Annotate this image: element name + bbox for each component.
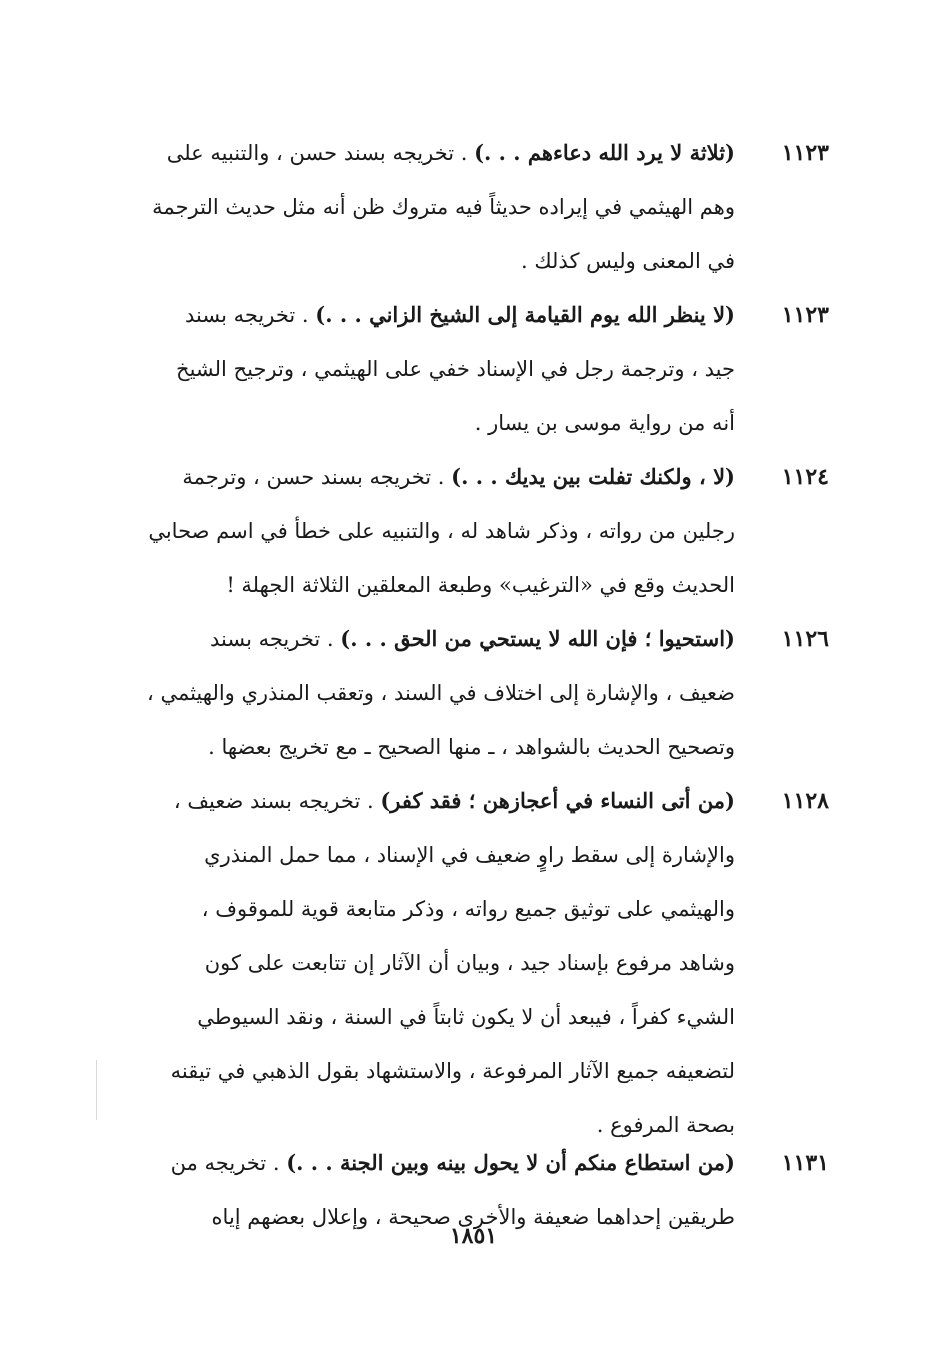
entry-line: [99, 342, 735, 396]
entry-number: ١١٢٣: [781, 140, 829, 166]
entry-text: وهم الهيثمي في إيراده حديثاً فيه متروك ظن أنه مثل حديث الترجمة: [152, 195, 735, 219]
entry-line: [99, 774, 735, 828]
entry: [111, 450, 829, 612]
entry-line: [99, 666, 735, 720]
entry-text: والإشارة إلى سقط راوٍ ضعيف في الإسناد ، مما حمل المنذري: [204, 843, 735, 867]
entry-text: والهيثمي على توثيق جميع رواته ، وذكر متابعة قوية للموقوف ،: [201, 897, 735, 921]
entry-line: [99, 990, 735, 1044]
entry-line: [99, 828, 735, 882]
margin-rule: [96, 1060, 97, 1120]
entry-text: . تخريجه بسند: [184, 303, 316, 327]
entry-number: ١١٣١: [781, 1150, 829, 1176]
hadith-title: (ثلاثة لا يرد الله دعاءهم . . .): [474, 140, 735, 165]
entry-text: وتصحيح الحديث بالشواهد ، ـ منها الصحيح ـ مع تخريج بعضها .: [208, 735, 735, 759]
entry-text: ضعيف ، والإشارة إلى اختلاف في السند ، وتعقب المنذري والهيثمي ،: [147, 681, 735, 705]
entry-text: وشاهد مرفوع بإسناد جيد ، وبيان أن الآثار إن تتابعت على كون: [204, 951, 735, 975]
entry-line: [99, 1136, 735, 1190]
entry-line: [99, 234, 735, 288]
entry-text: طريقين إحداهما ضعيفة والأخرى صحيحة ، وإعلال بعضهم إياه: [211, 1205, 735, 1229]
entry-text: الشيء كفراً ، فيبعد أن لا يكون ثابتاً في السنة ، ونقد السيوطي: [197, 1005, 735, 1029]
entry-line: [99, 126, 735, 180]
entry-line: [99, 1044, 735, 1098]
entry-text: . تخريجه من: [170, 1151, 287, 1175]
entry-body: [99, 450, 735, 612]
entry-line: [99, 936, 735, 990]
hadith-title: (لا ، ولكنك تفلت بين يديك . . .): [451, 464, 735, 489]
entry-line: [99, 720, 735, 774]
entry-text: رجلين من رواته ، وذكر شاهد له ، والتنبيه على خطأ في اسم صحابي: [148, 519, 735, 543]
entry-body: [99, 126, 735, 288]
entry: [111, 126, 829, 288]
entry-number: ١١٢٦: [781, 626, 829, 652]
entry-body: [99, 612, 735, 774]
entry: [111, 612, 829, 774]
entry-line: [99, 558, 735, 612]
entry: [111, 774, 829, 1152]
entry-text: لتضعيفه جميع الآثار المرفوعة ، والاستشهاد بقول الذهبي في تيقنه: [170, 1059, 735, 1083]
hadith-title: (استحيوا ؛ فإن الله لا يستحي من الحق . . .): [340, 626, 735, 651]
hadith-title: (من أتى النساء في أعجازهن ؛ فقد كفر): [380, 788, 735, 813]
entry-body: [99, 774, 735, 1152]
entry-line: [99, 180, 735, 234]
hadith-title: (من استطاع منكم أن لا يحول بينه وبين الجنة . . .): [286, 1150, 735, 1175]
entry-line: [99, 450, 735, 504]
entry-text: . تخريجه بسند ضعيف ،: [173, 789, 381, 813]
entry-text: . تخريجه بسند حسن ، والتنبيه على: [166, 141, 475, 165]
entry-line: [99, 504, 735, 558]
entry: [111, 288, 829, 450]
entry-line: [99, 396, 735, 450]
entry-number: ١١٢٤: [781, 464, 829, 490]
entry-text: . تخريجه بسند حسن ، وترجمة: [182, 465, 452, 489]
entry-text: أنه من رواية موسى بن يسار .: [474, 411, 735, 435]
entry-number: ١١٢٣: [781, 302, 829, 328]
entry-text: . تخريجه بسند: [209, 627, 341, 651]
entry-text: بصحة المرفوع .: [596, 1113, 735, 1137]
entry-text: في المعنى وليس كذلك .: [520, 249, 735, 273]
page-number: ١٨٥١: [449, 1223, 498, 1249]
entry-line: [99, 882, 735, 936]
entry-line: [99, 612, 735, 666]
entry-body: [99, 288, 735, 450]
entry-number: ١١٢٨: [781, 788, 829, 814]
entry-line: [99, 288, 735, 342]
entry-text: الحديث وقع في «الترغيب» وطبعة المعلقين الثلاثة الجهلة !: [226, 573, 735, 597]
hadith-title: (لا ينظر الله يوم القيامة إلى الشيخ الزاني . . .): [315, 302, 735, 327]
entry-text: جيد ، وترجمة رجل في الإسناد خفي على الهيثمي ، وترجيح الشيخ: [176, 357, 735, 381]
